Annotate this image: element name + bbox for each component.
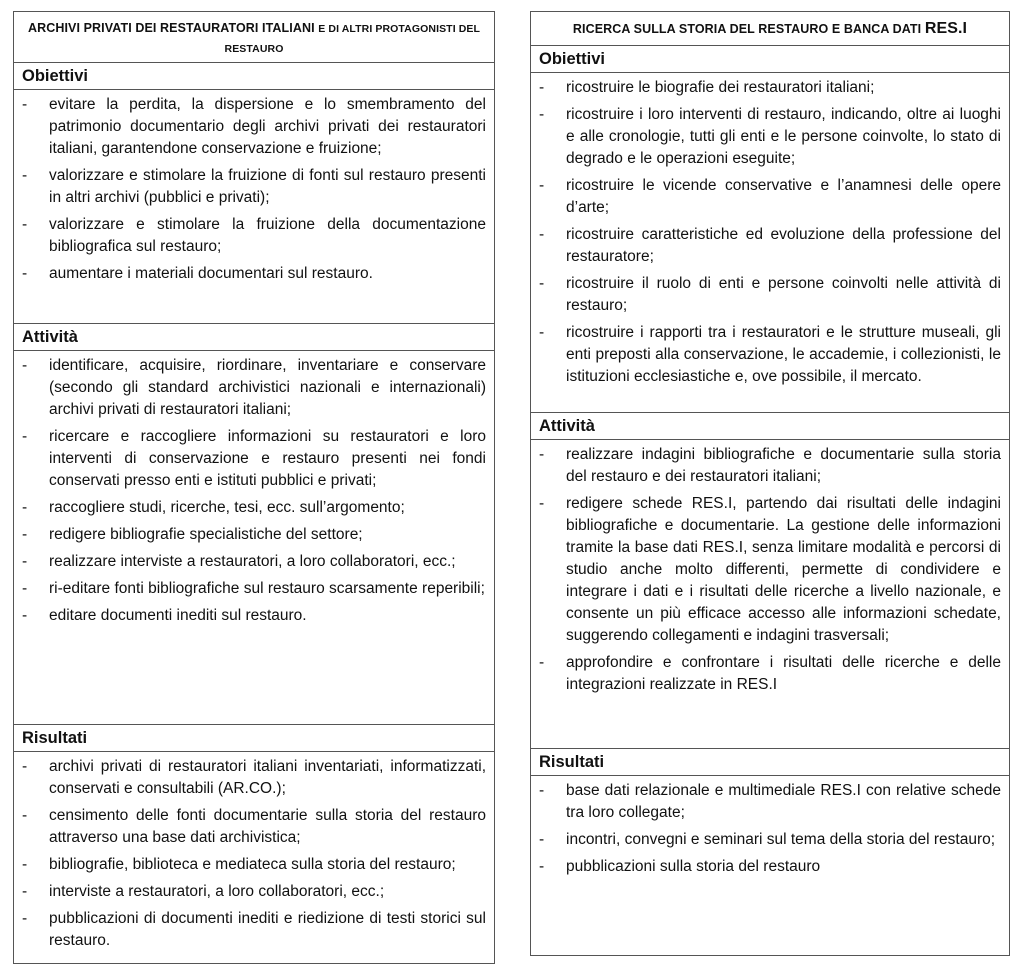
list-item [22,263,486,285]
item-list [531,776,1009,878]
list-item [22,497,486,519]
list-item-text: base dati relazionale e multimediale RES.I con relative schede tra loro collegate; [566,782,1001,821]
list-item-text: ri-editare fonti bibliografiche sul restauro scarsamente reperibili; [49,580,485,597]
bullet-dash-icon: - [539,324,545,341]
list-item-text: identificare, acquisire, riordinare, inventariare e conservare (secondo gli standard archivistici nazionali e internazionali) archivi privati di restauratori italiani; [49,357,486,418]
list-item [539,444,1001,488]
list-item [539,493,1001,647]
section-risultati [14,724,494,965]
bullet-dash-icon: - [22,526,28,543]
section-heading: Attività [531,413,1009,440]
list-item-text: interviste a restauratori, a loro collaboratori, ecc.; [49,883,385,900]
list-item [22,908,486,952]
bullet-dash-icon: - [539,79,545,96]
bullet-dash-icon: - [22,758,28,775]
list-item [539,856,1001,878]
list-item-text: ricercare e raccogliere informazioni su restauratori e loro interventi di conservazione e restauro presenti nei fondi conservati presso enti e istituti pubblici e privati; [49,428,486,489]
bullet-dash-icon: - [539,177,545,194]
bullet-dash-icon: - [22,357,28,374]
list-item [22,756,486,800]
list-item-text: bibliografie, biblioteca e mediateca sulla storia del restauro; [49,856,456,873]
bullet-dash-icon: - [539,495,545,512]
list-item-text: ricostruire caratteristiche ed evoluzione della professione del restauratore; [566,226,1001,265]
list-item [22,805,486,849]
list-item-text: realizzare indagini bibliografiche e documentarie sulla storia del restauro e dei restauratori italiani; [566,446,1001,485]
list-item [539,829,1001,851]
bullet-dash-icon: - [22,216,28,233]
list-item-text: ricostruire i loro interventi di restauro, indicando, oltre ai luoghi e alle cronologie, tutti gli enti e le persone coinvolte, lo stato di degrado e le operazioni eseguite; [566,106,1001,167]
left-panel [13,11,495,964]
section-heading: Risultati [531,749,1009,776]
panel-title [14,12,494,62]
section-attivita [531,412,1009,748]
right-panel [530,11,1010,956]
section-risultati [531,748,1009,956]
list-item [539,322,1001,388]
list-item [539,104,1001,170]
item-list [531,73,1009,388]
bullet-dash-icon: - [539,275,545,292]
list-item-text: realizzare interviste a restauratori, a loro collaboratori, ecc.; [49,553,456,570]
bullet-dash-icon: - [539,226,545,243]
item-list [14,90,494,285]
list-item-text: approfondire e confrontare i risultati delle ricerche e delle integrazioni realizzate in RES.I [566,654,1001,693]
list-item [539,652,1001,696]
title-big: RES.I [924,20,968,37]
list-item-text: ricostruire il ruolo di enti e persone coinvolti nelle attività di restauro; [566,275,1001,314]
item-list [531,440,1009,696]
list-item [539,224,1001,268]
bullet-dash-icon: - [22,265,28,282]
list-item-text: ricostruire le biografie dei restauratori italiani; [566,79,875,96]
list-item [539,273,1001,317]
item-list [14,752,494,952]
list-item-text: incontri, convegni e seminari sul tema della storia del restauro; [566,831,996,848]
list-item-text: pubblicazioni sulla storia del restauro [566,858,821,875]
section-heading: Risultati [14,725,494,752]
list-item-text: redigere schede RES.I, partendo dai risultati delle indagini bibliografiche e documentarie. La gestione delle informazioni tramite la base dati RES.I, senza limitare modalità e percorsi di studio anche molto differenti, permette di condividere e integrare i dati e i risultati delle ricerche a livello nazionale, e consente un più efficace accesso alle informazioni schedate, suggerendo collegamenti e indagini trasversali; [566,495,1001,644]
list-item [22,94,486,160]
bullet-dash-icon: - [22,553,28,570]
bullet-dash-icon: - [539,106,545,123]
bullet-dash-icon: - [22,499,28,516]
list-item [539,77,1001,99]
list-item-text: archivi privati di restauratori italiani inventariati, informatizzati, conservati e consultabili (AR.CO.); [49,758,486,797]
bullet-dash-icon: - [22,167,28,184]
panel-title [531,12,1009,45]
title-small: E DI ALTRI PROTAGONISTI DEL RESTAURO [224,23,481,55]
list-item-text: aumentare i materiali documentari sul restauro. [49,265,373,282]
bullet-dash-icon: - [539,831,545,848]
section-heading: Obiettivi [531,46,1009,73]
list-item-text: pubblicazioni di documenti inediti e riedizione di testi storici sul restauro. [49,910,486,949]
bullet-dash-icon: - [22,428,28,445]
section-attivita [14,323,494,724]
list-item [539,175,1001,219]
bullet-dash-icon: - [22,607,28,624]
bullet-dash-icon: - [539,446,545,463]
bullet-dash-icon: - [22,910,28,927]
list-item-text: valorizzare e stimolare la fruizione della documentazione bibliografica sul restauro; [49,216,486,255]
list-item [22,524,486,546]
section-obiettivi [14,62,494,323]
section-obiettivi [531,45,1009,412]
list-item [22,578,486,600]
list-item-text: ricostruire le vicende conservative e l’anamnesi delle opere d’arte; [566,177,1001,216]
list-item [22,854,486,876]
list-item [22,551,486,573]
list-item [22,355,486,421]
bullet-dash-icon: - [22,580,28,597]
list-item-text: valorizzare e stimolare la fruizione di fonti sul restauro presenti in altri archivi (pubblici e privati); [49,167,486,206]
title-main: RICERCA SULLA STORIA DEL RESTAURO E BANCA DATI [572,22,922,36]
bullet-dash-icon: - [539,654,545,671]
item-list [14,351,494,627]
bullet-dash-icon: - [539,858,545,875]
list-item [22,165,486,209]
list-item [22,881,486,903]
bullet-dash-icon: - [22,96,28,113]
list-item [22,605,486,627]
list-item-text: redigere bibliografie specialistiche del settore; [49,526,363,543]
bullet-dash-icon: - [22,856,28,873]
bullet-dash-icon: - [22,883,28,900]
section-heading: Attività [14,324,494,351]
bullet-dash-icon: - [539,782,545,799]
section-heading: Obiettivi [14,63,494,90]
list-item-text: evitare la perdita, la dispersione e lo smembramento del patrimonio documentario degli archivi privati dei restauratori italiani, garantendone conservazione e fruizione; [49,96,486,157]
bullet-dash-icon: - [22,807,28,824]
title-main: ARCHIVI PRIVATI DEI RESTAURATORI ITALIANI [27,21,315,35]
list-item [22,214,486,258]
list-item-text: ricostruire i rapporti tra i restauratori e le strutture museali, gli enti preposti alla conservazione, le accademie, i collezionisti, le istituzioni ecclesiastiche e, ove possibile, il mercato. [566,324,1001,385]
list-item-text: censimento delle fonti documentarie sulla storia del restauro attraverso una base dati archivistica; [49,807,486,846]
list-item [539,780,1001,824]
list-item-text: raccogliere studi, ricerche, tesi, ecc. sull’argomento; [49,499,405,516]
list-item [22,426,486,492]
list-item-text: editare documenti inediti sul restauro. [49,607,307,624]
